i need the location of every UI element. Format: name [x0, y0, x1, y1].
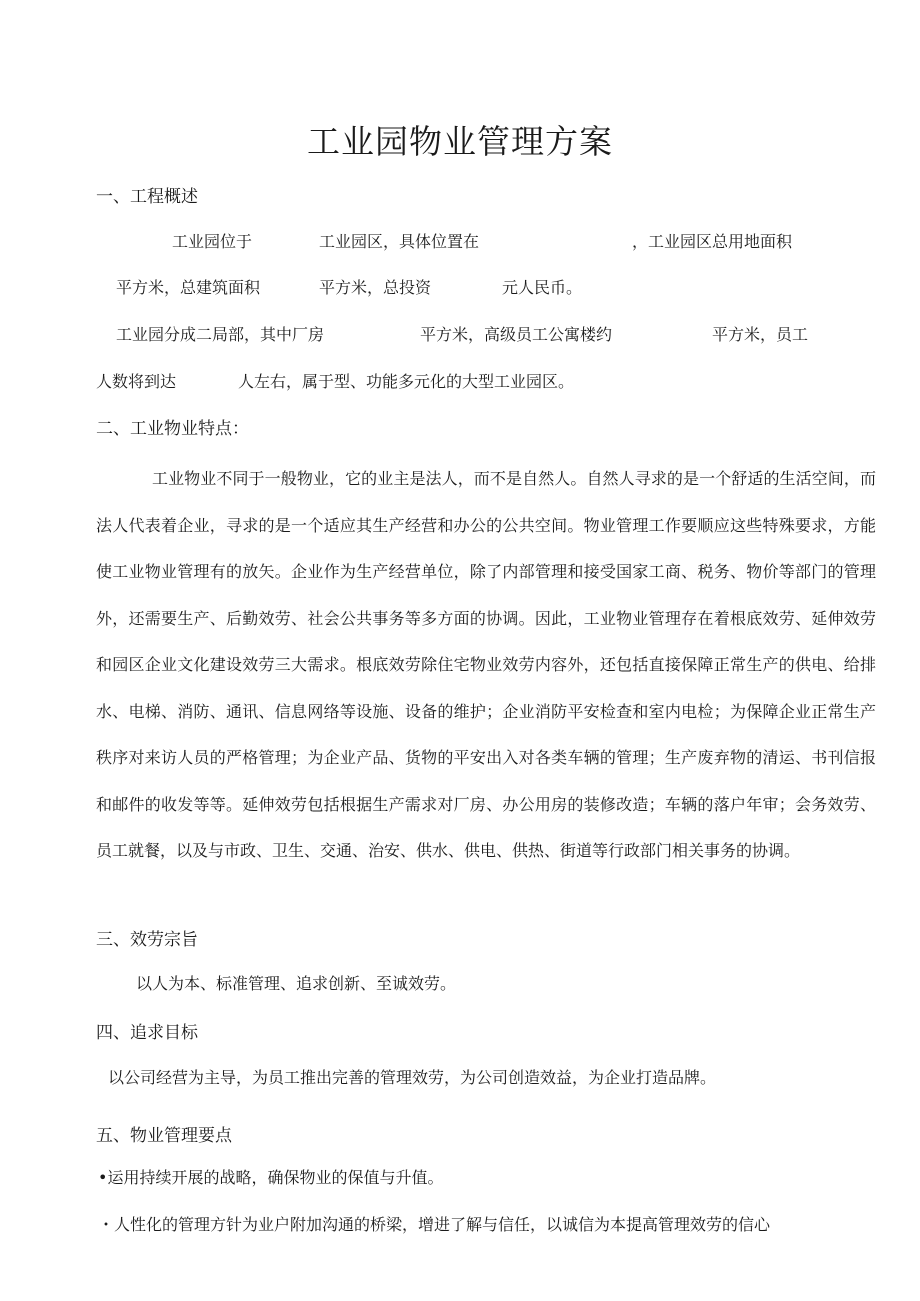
s1-line1-part2: 工业园区，具体位置在: [319, 232, 480, 251]
s1-line2-part1: 平方米，总建筑面积: [116, 278, 261, 297]
section-3-heading: 三、效劳宗旨: [96, 930, 198, 950]
s1-line3-part2: 平方米，高级员工公寓楼约: [420, 325, 613, 344]
document-title: 工业园物业管理方案: [307, 122, 613, 161]
s1-line2-part2: 平方米，总投资: [319, 278, 432, 297]
s1-line4-part2: 人左右，属于型、功能多元化的大型工业园区。: [238, 372, 575, 391]
section-1-heading: 一、工程概述: [96, 187, 198, 207]
s1-line4-part1: 人数将到达: [96, 372, 177, 391]
s1-line3-part3: 平方米，员工: [712, 325, 809, 344]
section-3-body: 以人为本、标准管理、追求创新、至诚效劳。: [136, 974, 457, 993]
section-2-heading: 二、工业物业特点：: [96, 419, 249, 439]
section-5-bullet-2: ・人性化的管理方针为业户附加沟通的桥梁，增进了解与信任，以诚信为本提高管理效劳的信心: [98, 1215, 771, 1234]
section-4-heading: 四、追求目标: [96, 1023, 198, 1043]
section-5-heading: 五、物业管理要点: [96, 1126, 232, 1146]
s1-line3-part1: 工业园分成二局部，其中厂房: [116, 325, 325, 344]
s1-line1-part1: 工业园位于: [172, 232, 253, 251]
section-5-bullet-1: •运用持续开展的战略，确保物业的保值与升值。: [98, 1168, 444, 1187]
section-2-body: 工业物业不同于一般物业，它的业主是法人，而不是自然人。自然人寻求的是一个舒适的生活空间，而法人代表着企业，寻求的是一个适应其生产经营和办公的公共空间。物业管理工作要顺应这些特殊要求，方能使工业物业管理有的放矢。企业作为生产经营单位，除了内部管理和接受国家工商、税务、物价等部门的管理外，还需要生产、后勤效劳、社会公共事务等多方面的协调。因此，工业物业管理存在着根底效劳、延伸效劳和园区企业文化建设效劳三大需求。根底效劳除住宅物业效劳内容外，还包括直接保障正常生产的供电、给排水、电梯、消防、通讯、信息网络等设施、设备的维护；企业消防平安检查和室内电检；为保障企业正常生产秩序对来访人员的严格管理；为企业产品、货物的平安出入对各类车辆的管理；生产废弃物的清运、书刊信报和邮件的收发等等。延伸效劳包括根据生产需求对厂房、办公用房的装修改造；车辆的落户年审；会务效劳、员工就餐，以及与市政、卫生、交通、治安、供水、供电、供热、街道等行政部门相关事务的协调。: [96, 469, 876, 860]
s1-line2-part3: 元人民币。: [502, 278, 583, 297]
section-4-body: 以公司经营为主导，为员工推出完善的管理效劳，为公司创造效益，为企业打造品牌。: [108, 1068, 717, 1087]
s1-line1-part3: ，工业园区总用地面积: [632, 232, 793, 251]
